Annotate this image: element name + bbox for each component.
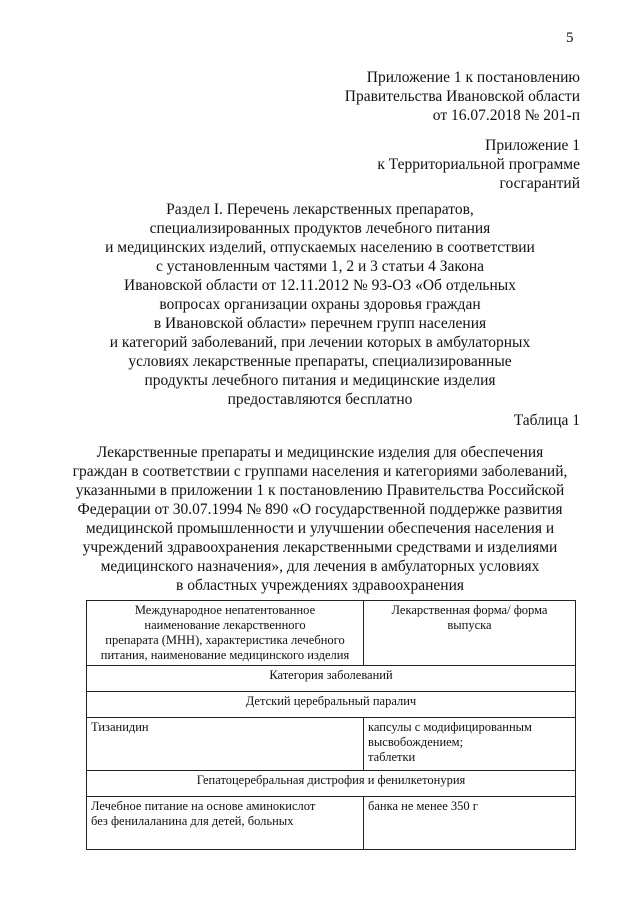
item-name-cell xyxy=(87,718,364,771)
table-caption-line: Федерации от 30.07.1994 № 890 «О государственной поддержке развития xyxy=(77,501,563,518)
table-row xyxy=(87,666,576,692)
section-title-line: с установленным частями 1, 2 и 3 статьи 4 Закона xyxy=(155,258,485,275)
page-number: 5 xyxy=(566,30,574,46)
header-cell-form xyxy=(364,601,576,666)
item-form-line: высвобождением; xyxy=(368,735,464,749)
header-line: выпуска xyxy=(447,618,492,632)
appendix-line: к Территориальной программе xyxy=(377,156,580,173)
item-name-cell xyxy=(87,797,364,850)
table-header-row xyxy=(87,601,576,666)
section-title xyxy=(60,200,580,409)
item-form-line: таблетки xyxy=(368,750,416,764)
item-form-cell xyxy=(364,797,576,850)
section-title-line: Ивановской области от 12.11.2012 № 93-ОЗ «Об отдельных xyxy=(124,277,516,294)
appendix-line: госгарантий xyxy=(499,175,580,192)
appendix-line: Приложение 1 к постановлению xyxy=(366,69,580,86)
section-title-line: Раздел I. Перечень лекарственных препаратов, xyxy=(166,201,474,218)
header-line: Лекарственная форма/ форма xyxy=(391,603,548,617)
appendix-line: Правительства Ивановской области xyxy=(344,88,580,105)
item-form-cell xyxy=(364,718,576,771)
header-line: наименование лекарственного xyxy=(144,618,306,632)
appendix-line: от 16.07.2018 № 201-п xyxy=(432,107,580,124)
disease-category-cell: Гепатоцеребральная дистрофия и фенилкетонурия xyxy=(87,771,576,797)
table-row xyxy=(87,718,576,771)
section-title-line: вопросах организации охраны здоровья граждан xyxy=(159,296,481,313)
table-caption-line: учреждений здравоохранения лекарственными средствами и изделиями xyxy=(82,539,558,556)
header-cell-name xyxy=(87,601,364,666)
table-row xyxy=(87,771,576,797)
disease-category-cell: Детский церебральный паралич xyxy=(87,692,576,718)
header-line: питания, наименование медицинского изделия xyxy=(100,648,350,662)
table-label: Таблица 1 xyxy=(513,412,580,429)
section-title-line: специализированных продуктов лечебного питания xyxy=(149,220,491,237)
item-name-line: Лечебное питание на основе аминокислот xyxy=(91,799,316,813)
section-title-line: и медицинских изделий, отпускаемых населению в соответствии xyxy=(105,239,535,256)
section-title-line: продукты лечебного питания и медицинские изделия xyxy=(144,372,496,389)
appendix-line: Приложение 1 xyxy=(485,137,580,154)
table-caption-line: в областных учреждениях здравоохранения xyxy=(176,577,464,594)
appendix-reference-program xyxy=(377,136,580,193)
section-title-line: предоставляются бесплатно xyxy=(227,391,413,408)
table-row xyxy=(87,797,576,850)
item-form-line: капсулы с модифицированным xyxy=(368,720,532,734)
category-header-cell: Категория заболеваний xyxy=(87,666,576,692)
table-caption-line: медицинской промышленности и улучшении обеспечения населения и xyxy=(85,520,555,537)
table-caption-line: Лекарственные препараты и медицинские изделия для обеспечения xyxy=(96,444,544,461)
header-line: Международное непатентованное xyxy=(134,603,316,617)
table-caption xyxy=(60,443,580,595)
section-title-line: условиях лекарственные препараты, специализированные xyxy=(128,353,512,370)
medication-table xyxy=(86,600,576,850)
header-line: препарата (МНН), характеристика лечебного xyxy=(105,633,345,647)
table-row xyxy=(87,692,576,718)
section-title-line: в Ивановской области» перечнем групп населения xyxy=(153,315,487,332)
appendix-reference-resolution xyxy=(345,68,580,125)
section-title-line: и категорий заболеваний, при лечении которых в амбулаторных xyxy=(109,334,531,351)
item-name-line: без фенилаланина для детей, больных xyxy=(91,814,294,828)
item-form-line: банка не менее 350 г xyxy=(368,799,478,813)
item-name-line: Тизанидин xyxy=(91,720,149,734)
table-caption-line: граждан в соответствии с группами населения и категориями заболеваний, xyxy=(72,463,568,480)
table-caption-line: медицинского назначения», для лечения в амбулаторных условиях xyxy=(100,558,540,575)
table-caption-line: указанными в приложении 1 к постановлению Правительства Российской xyxy=(75,482,565,499)
